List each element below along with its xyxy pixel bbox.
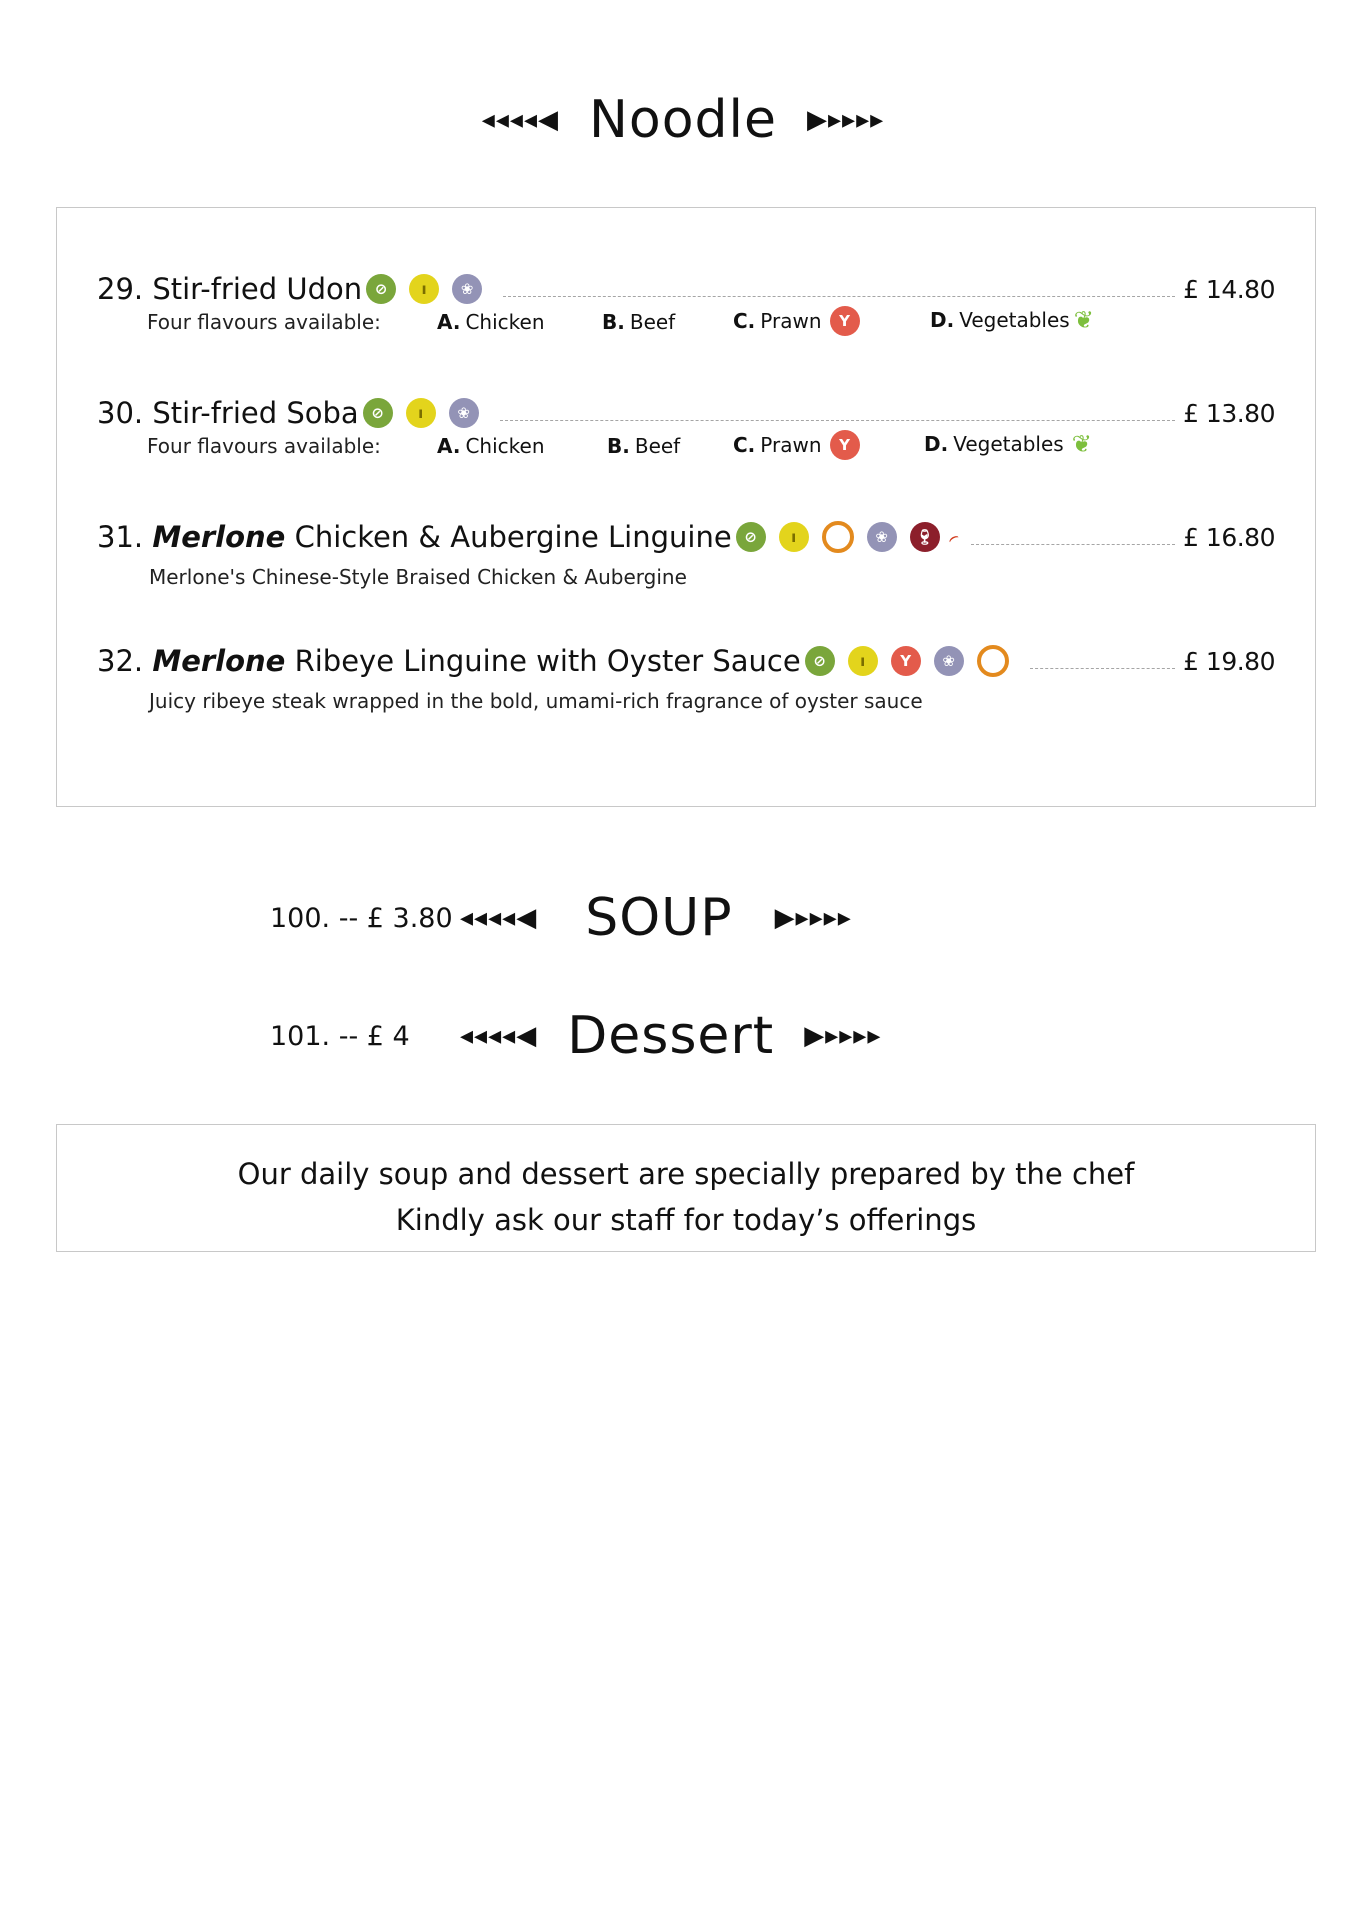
item-name: 30. Stir-fried Soba (97, 396, 359, 430)
left-arrows-decoration: ◂◂◂◂◀ (460, 1021, 538, 1051)
mustard-icon: ı (779, 522, 809, 552)
dish-name: Ribeye Linguine with Oyster Sauce (294, 644, 801, 678)
noodle-heading (0, 90, 1366, 150)
menu-item-32 (97, 639, 1275, 683)
option-letter: A. (437, 434, 461, 458)
dotted-leader (500, 419, 1175, 421)
note-line-2: Kindly ask our staff for today’s offerings (395, 1203, 977, 1237)
option-letter: D. (930, 308, 955, 332)
cereal-icon: ❀ (934, 646, 964, 676)
dish-name: Chicken & Aubergine Linguine (294, 520, 732, 554)
item-price: £ 14.80 (1183, 274, 1275, 304)
dessert-number-price: 101. -- £ 4 (270, 1020, 410, 1052)
right-arrows-decoration: ▶▸▸▸▸ (806, 105, 885, 135)
peanut-icon: ⊘ (366, 274, 396, 304)
cereal-icon: ❀ (867, 522, 897, 552)
crustacean-icon: Y (830, 430, 860, 460)
right-arrows-decoration: ▶▸▸▸▸ (804, 1021, 882, 1051)
option-letter: A. (437, 310, 461, 334)
mustard-icon: ı (406, 398, 436, 428)
option-label: Beef (634, 434, 681, 458)
dotted-leader (971, 543, 1176, 545)
section-title-noodle: Noodle (589, 90, 777, 150)
option-chicken (437, 434, 545, 458)
option-label: Prawn (760, 309, 822, 333)
mustard-icon: ı (848, 646, 878, 676)
peanut-icon: ⊘ (363, 398, 393, 428)
option-label: Chicken (465, 310, 545, 334)
chili-icon: ⌢ (942, 524, 964, 550)
item-price: £ 19.80 (1183, 646, 1275, 676)
leaf-icon: ❦ (1073, 306, 1094, 334)
peanut-icon: ⊘ (736, 522, 766, 552)
brand-name: Merlone (152, 520, 286, 554)
option-prawn (733, 306, 866, 336)
option-prawn (733, 430, 866, 460)
option-beef (602, 310, 675, 334)
option-label: Chicken (465, 434, 545, 458)
sesame-icon (822, 521, 854, 553)
sesame-icon (977, 645, 1009, 677)
daily-note (57, 1125, 1315, 1243)
item-name (97, 520, 732, 554)
option-vegetables (924, 430, 1092, 458)
option-letter: B. (602, 310, 625, 334)
section-title-dessert: Dessert (567, 1006, 775, 1066)
menu-item-29 (97, 267, 1275, 311)
wine-icon: 🍷︎ (910, 522, 940, 552)
left-arrows-decoration: ◂◂◂◂◀ (460, 903, 538, 933)
mustard-icon: ı (409, 274, 439, 304)
option-letter: C. (733, 309, 756, 333)
option-vegetables (930, 306, 1094, 334)
item-number: 31. (97, 520, 144, 554)
item-price: £ 16.80 (1183, 522, 1275, 552)
crustacean-icon: Y (891, 646, 921, 676)
option-label: Vegetables (959, 308, 1070, 332)
peanut-icon: ⊘ (805, 646, 835, 676)
dotted-leader (503, 295, 1175, 297)
item-number: 32. (97, 644, 144, 678)
option-letter: D. (924, 432, 949, 456)
note-line-1: Our daily soup and dessert are specially prepared by the chef (237, 1157, 1135, 1191)
brand-name: Merlone (152, 644, 286, 678)
soup-heading (270, 888, 852, 948)
dotted-leader (1030, 667, 1175, 669)
soup-number-price: 100. -- £ 3.80 (270, 902, 453, 934)
option-label: Vegetables (953, 432, 1064, 456)
menu-item-31 (97, 515, 1275, 559)
item-name (97, 644, 801, 678)
daily-note-box (56, 1124, 1316, 1252)
item-price: £ 13.80 (1183, 398, 1275, 428)
item-description: Merlone's Chinese-Style Braised Chicken & Aubergine (149, 565, 687, 589)
leaf-icon: ❦ (1071, 430, 1092, 458)
item-name: 29. Stir-fried Udon (97, 272, 363, 306)
options-label: Four flavours available: (147, 310, 381, 334)
noodle-menu-box (56, 207, 1316, 807)
option-label: Beef (629, 310, 676, 334)
option-label: Prawn (760, 433, 822, 457)
cereal-icon: ❀ (452, 274, 482, 304)
crustacean-icon: Y (830, 306, 860, 336)
option-beef (607, 434, 680, 458)
option-chicken (437, 310, 545, 334)
menu-item-30 (97, 391, 1275, 435)
item-description: Juicy ribeye steak wrapped in the bold, umami-rich fragrance of oyster sauce (149, 689, 923, 713)
left-arrows-decoration: ◂◂◂◂◀ (481, 105, 559, 135)
option-letter: C. (733, 433, 756, 457)
right-arrows-decoration: ▶▸▸▸▸ (774, 903, 852, 933)
cereal-icon: ❀ (449, 398, 479, 428)
option-letter: B. (607, 434, 630, 458)
section-title-soup: SOUP (585, 888, 733, 948)
options-label: Four flavours available: (147, 434, 381, 458)
dessert-heading (270, 1006, 881, 1066)
